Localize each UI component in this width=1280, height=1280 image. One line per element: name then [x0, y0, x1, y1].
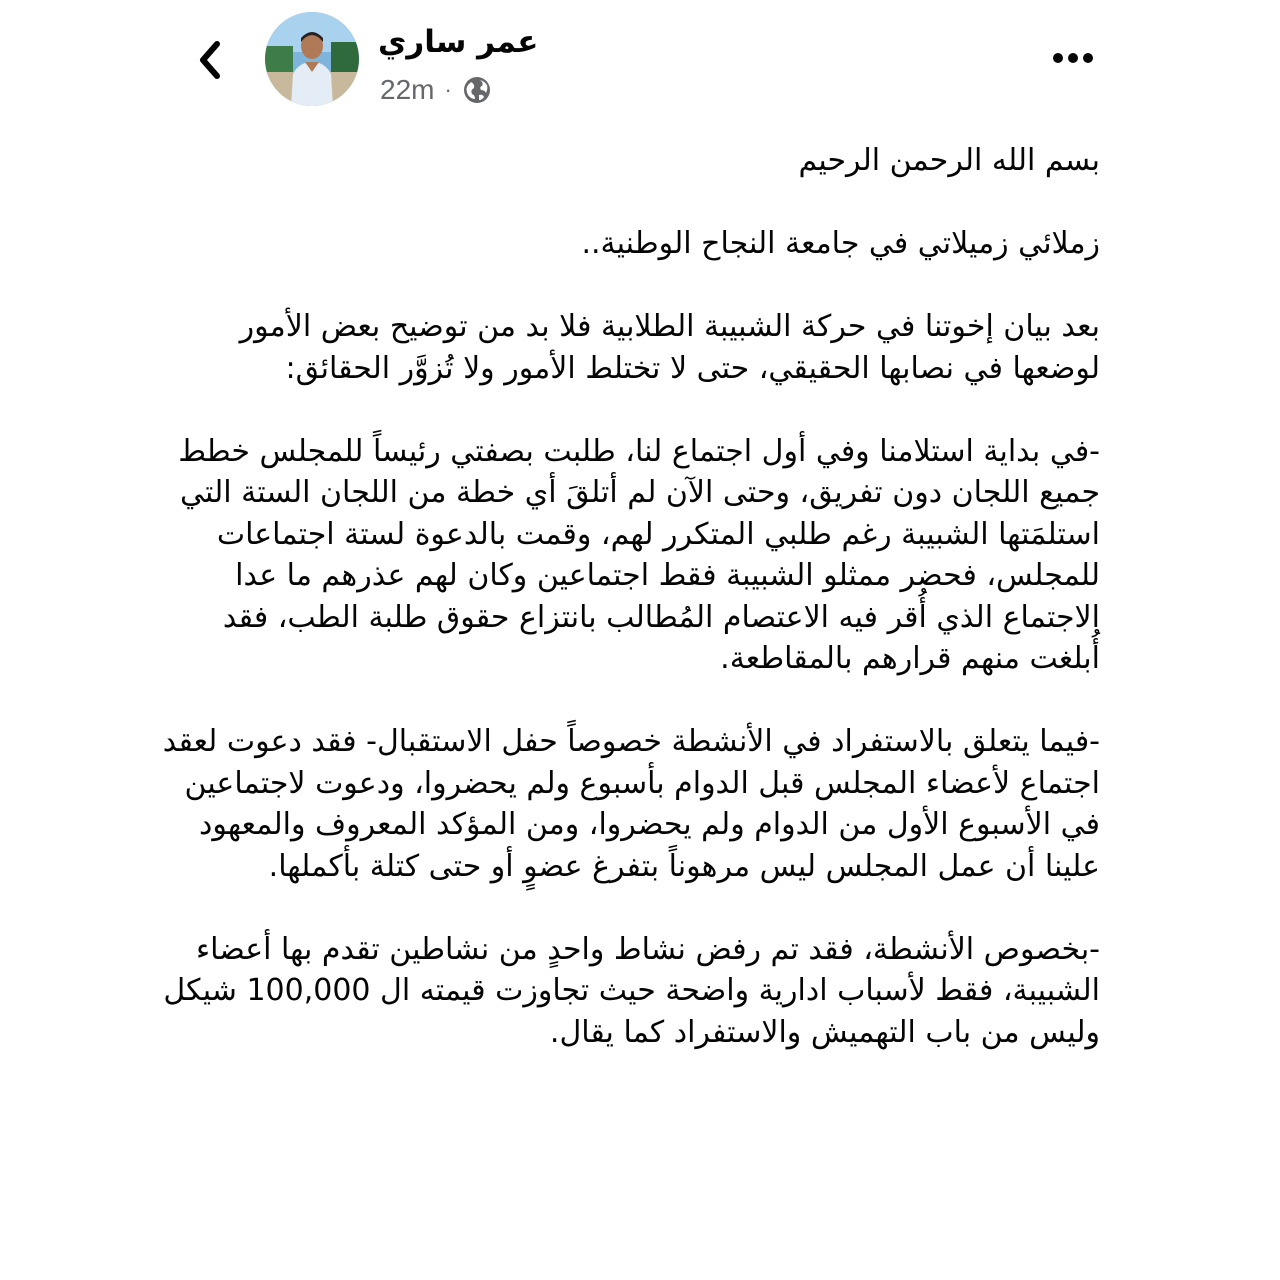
post-paragraph: -في بداية استلامنا وفي أول اجتماع لنا، طلبت بصفتي رئيساً للمجلس خطط جميع اللجان دون تفريق، وحتى الآن لم أتلقَ أي خطة من اللجان الستة التي استلمَتها الشبيبة رغم طلبي المتكرر لهم، وقمت بالدعوة لستة اجتماعات للمجلس، فحضر ممثلو الشبيبة فقط اجتماعين وكان لهم عذرهم ما عدا الاجتماع الذي أُقر فيه الاعتصام المُطالب بانتزاع حقوق طلبة الطب، فقد أُبلغت منهم قرارهم بالمقاطعة.	[178, 433, 1100, 676]
avatar[interactable]	[265, 12, 359, 106]
post-header	[0, 0, 1280, 130]
post-paragraph: بسم الله الرحمن الرحيم	[798, 143, 1100, 178]
post-text	[160, 140, 1100, 1053]
post-meta	[380, 70, 492, 110]
post-paragraph: -بخصوص الأنشطة، فقد تم رفض نشاط واحدٍ من نشاطين تقدم بها أعضاء الشبيبة، فقط لأسباب ادارية واضحة حيث تجاوزت قيمته ال 100,000 شيكل وليس من باب التهميش والاستفراد كما يقال.	[163, 931, 1100, 1050]
more-horizontal-icon	[1051, 51, 1095, 65]
avatar-image	[265, 12, 359, 106]
back-button[interactable]	[182, 30, 238, 90]
chevron-left-icon	[193, 38, 227, 82]
post-paragraph: -فيما يتعلق بالاستفراد في الأنشطة خصوصاً حفل الاستقبال- فقد دعوت لعقد اجتماع لأعضاء المجلس قبل الدوام بأسبوع ولم يحضروا، ودعوت لاجتماعين في الأسبوع الأول من الدوام ولم يحضروا، ومن المؤكد المعروف والمعهود علينا أن عمل المجلس ليس مرهوناً بتفرغ عضوٍ أو حتى كتلة بأكملها.	[162, 724, 1100, 884]
more-options-button[interactable]	[1048, 38, 1098, 78]
paragraph-spacer	[160, 887, 1100, 929]
post-timestamp[interactable]: 22m	[380, 74, 435, 105]
globe-icon[interactable]	[462, 75, 492, 105]
author-name[interactable]: عمر ساري	[378, 24, 539, 60]
meta-separator: ·	[444, 77, 452, 102]
paragraph-spacer	[160, 182, 1100, 224]
post-paragraph: زملائي زميلاتي في جامعة النجاح الوطنية..	[581, 226, 1100, 261]
paragraph-spacer	[160, 265, 1100, 307]
post-paragraph: بعد بيان إخوتنا في حركة الشبيبة الطلابية فلا بد من توضيح بعض الأمور لوضعها في نصابها الحقيقي، حتى لا تختلط الأمور ولا تُزوَّر الحقائق:	[239, 309, 1100, 386]
paragraph-spacer	[160, 389, 1100, 431]
paragraph-spacer	[160, 680, 1100, 722]
